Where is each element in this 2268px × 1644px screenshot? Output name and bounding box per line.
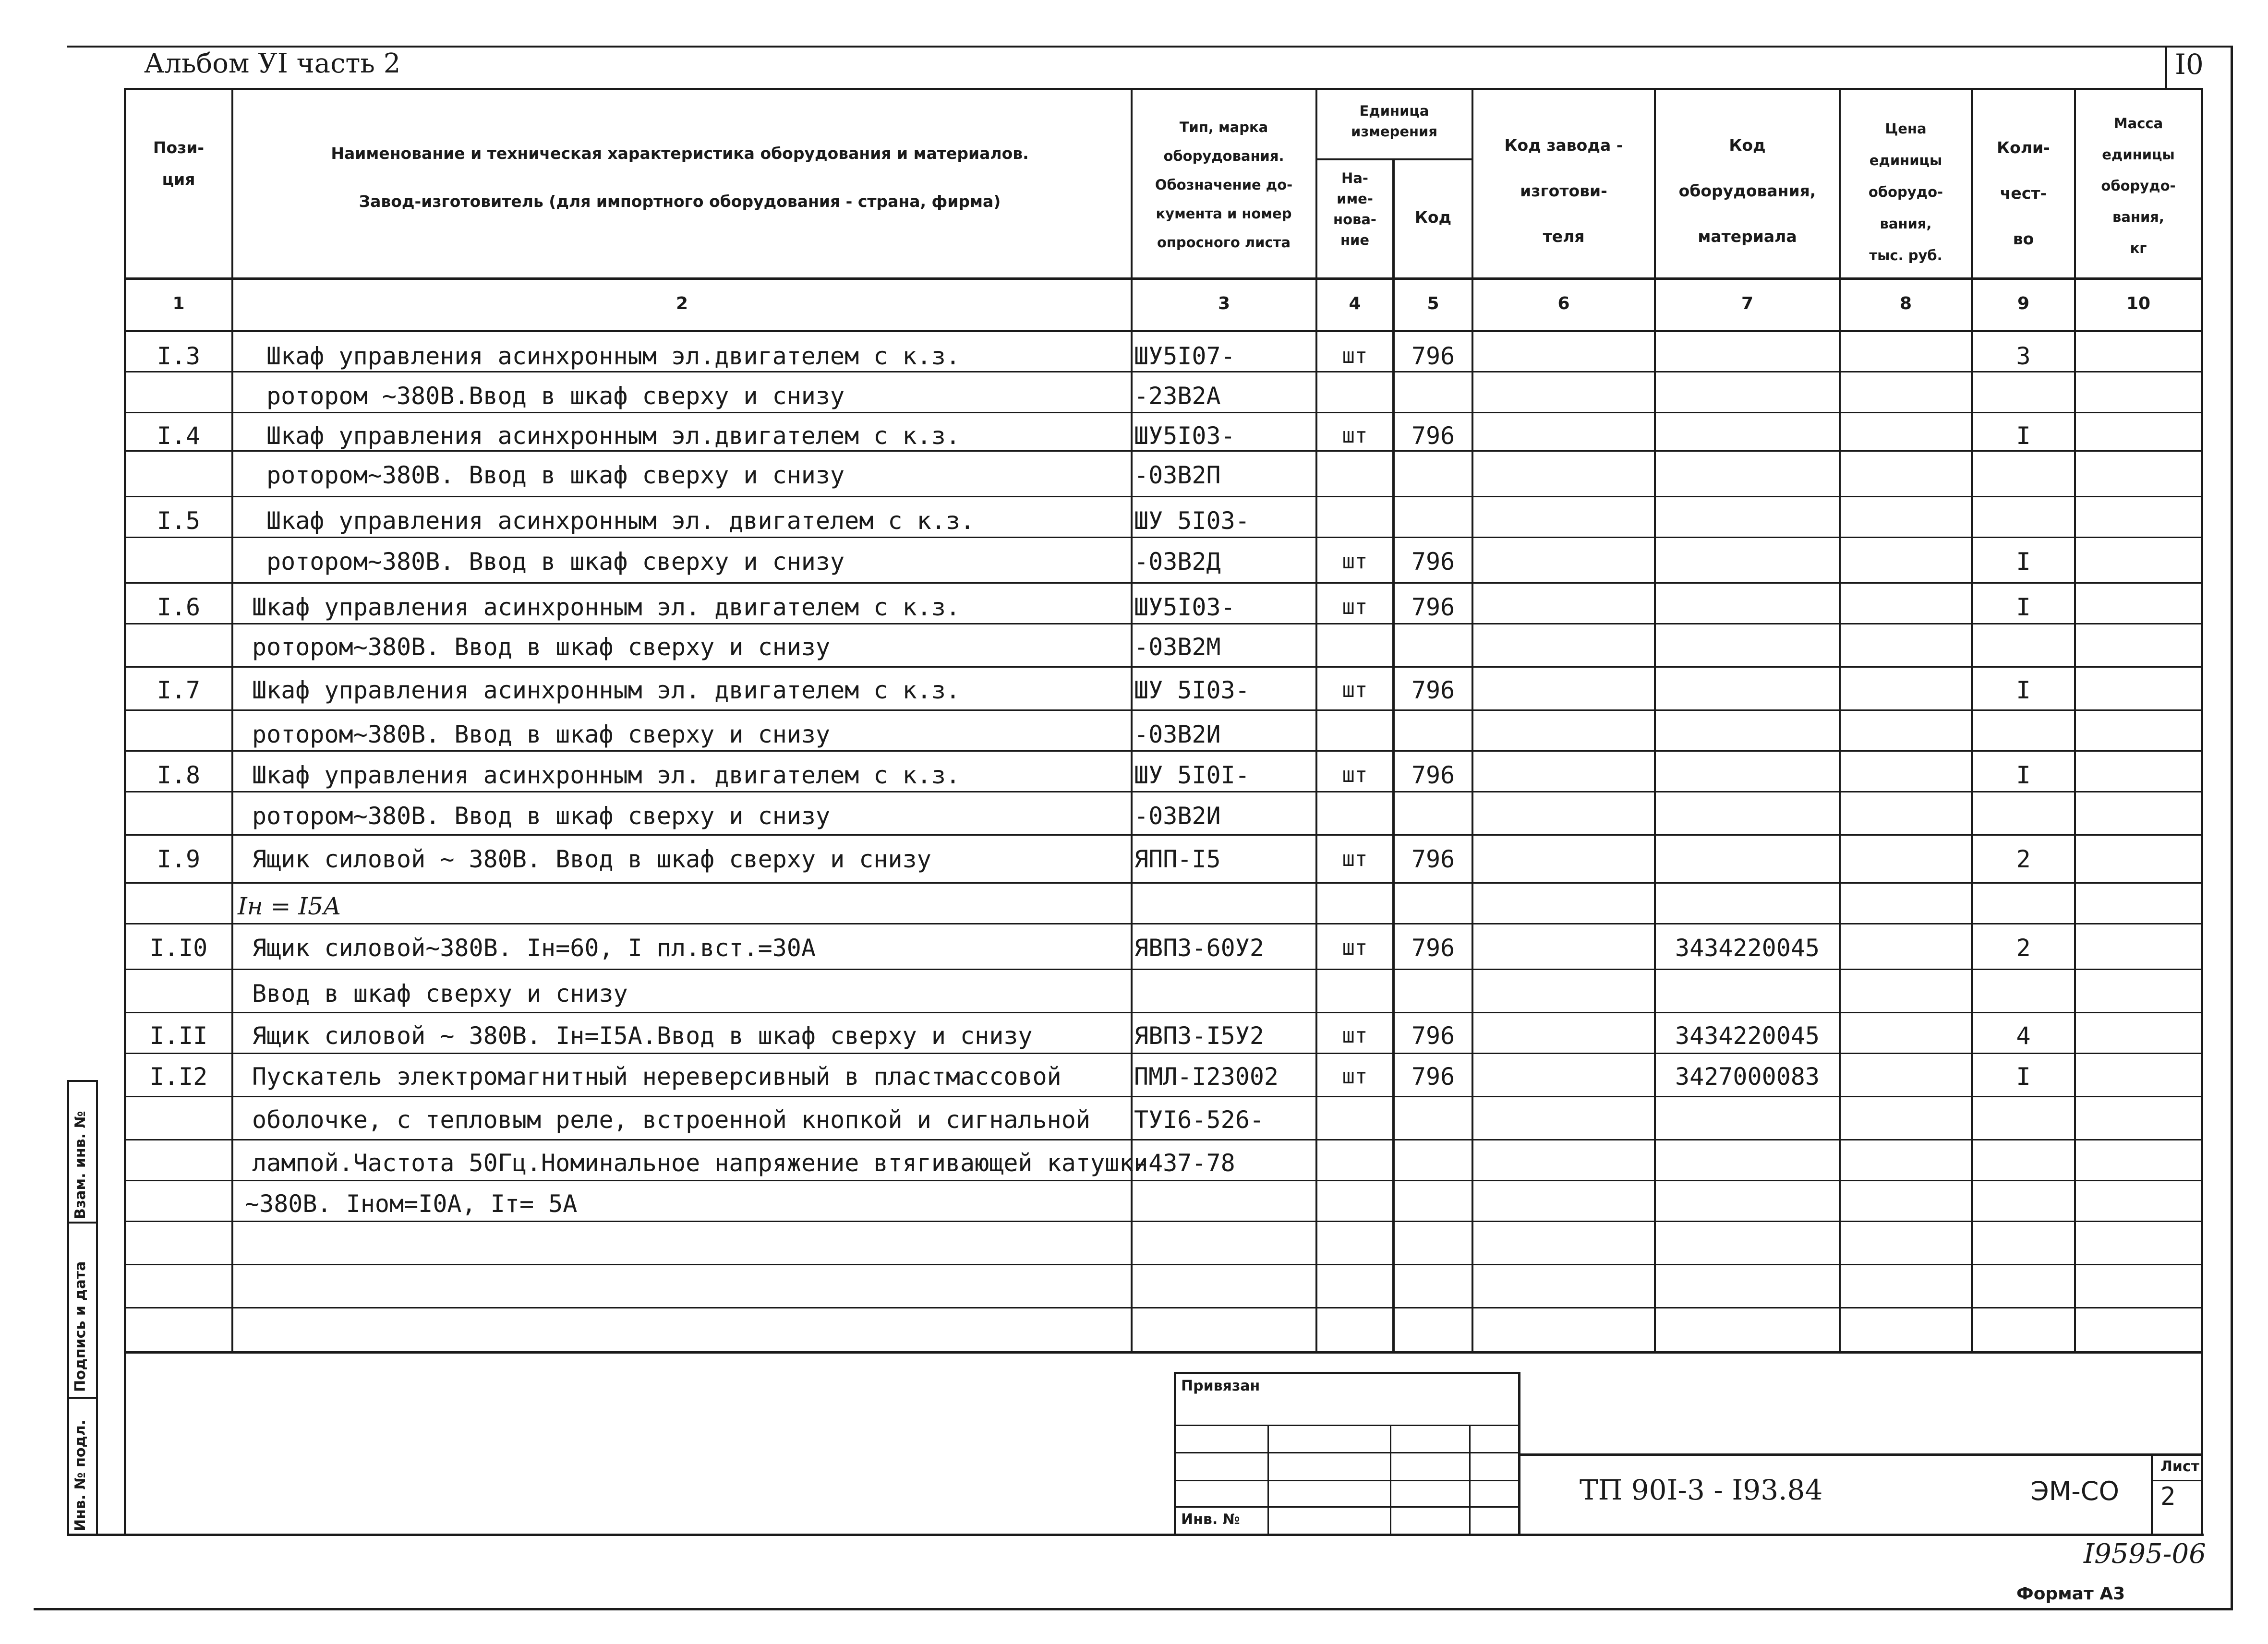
row-type: ПМЛ-I23002 <box>1134 1063 1279 1091</box>
row-line <box>124 623 2203 624</box>
row-unit: шт <box>1342 423 1368 448</box>
row-unit-code: 796 <box>1411 1022 1455 1050</box>
header-unit-code: Код <box>1414 208 1452 227</box>
col-number: 9 <box>2017 294 2030 313</box>
stamp-privyazan: Привязан <box>1181 1378 1260 1394</box>
row-name: Ящик силовой ~ 380В. Iн=I5А.Ввод в шкаф сверху и снизу <box>252 1022 1033 1050</box>
row-type: ЯПП-I5 <box>1134 845 1221 873</box>
stamp-line <box>1174 1452 1520 1453</box>
row-unit-code: 796 <box>1411 934 1455 962</box>
side-label-inv-podl: Инв. № подл. <box>72 1419 89 1531</box>
row-position: I.7 <box>157 676 201 704</box>
units-sub-line <box>1315 158 1472 160</box>
row-quantity: I <box>2016 761 2031 789</box>
col-sep-1 <box>231 88 233 1353</box>
col-sep-3 <box>1315 88 1317 1353</box>
row-line <box>124 582 2203 584</box>
row-name: Шкаф управления асинхронным эл. двигателем с к.з. <box>266 507 975 535</box>
col-sep-6 <box>1654 88 1656 1353</box>
row-position: I.6 <box>157 593 201 621</box>
row-equipment-code: 3434220045 <box>1675 1022 1820 1050</box>
row-line <box>124 791 2203 792</box>
row-type: ШУ5I03- <box>1134 593 1235 621</box>
row-unit: шт <box>1342 1023 1368 1048</box>
frame-right-line <box>2231 46 2233 1610</box>
row-position: I.I0 <box>149 934 208 962</box>
row-unit-code: 796 <box>1411 342 1455 370</box>
side-block-line <box>67 1397 98 1399</box>
frame-top-line <box>67 46 2232 48</box>
col-sep-5 <box>1472 88 1473 1353</box>
row-line <box>124 450 2203 452</box>
row-unit-code: 796 <box>1411 1063 1455 1091</box>
row-line <box>124 1012 2203 1013</box>
stamp-line <box>1174 1372 1520 1374</box>
col-number: 5 <box>1427 294 1439 313</box>
row-line <box>124 882 2203 884</box>
row-line <box>124 1139 2203 1140</box>
row-line <box>124 709 2203 711</box>
row-name: ротором ~380В.Ввод в шкаф сверху и снизу <box>266 382 845 410</box>
side-block-line <box>67 1222 98 1224</box>
colnum-bottom-line <box>124 330 2203 332</box>
sheet-number: 2 <box>2160 1482 2176 1511</box>
row-name: ротором~380В. Ввод в шкаф сверху и снизу <box>252 633 831 661</box>
row-name: ротором~380В. Ввод в шкаф сверху и снизу <box>252 720 831 748</box>
row-unit-code: 796 <box>1411 593 1455 621</box>
row-line <box>124 666 2203 668</box>
row-position: I.II <box>149 1022 208 1050</box>
col-sep-7 <box>1839 88 1841 1353</box>
stamp-line <box>1174 1425 1520 1426</box>
row-type: -03В2И <box>1134 720 1221 748</box>
row-line <box>124 1307 2203 1308</box>
side-label-podpis: Подпись и дата <box>72 1261 89 1392</box>
stamp-line <box>2151 1453 2153 1534</box>
header-unit-name: На- име- нова- ние <box>1333 170 1376 248</box>
document-mark: ЭМ-СО <box>2031 1476 2119 1506</box>
row-type: ШУ5I07- <box>1134 342 1235 370</box>
row-name: Ящик силовой~380В. Iн=60, I пл.вст.=30А <box>252 934 816 962</box>
row-quantity: 2 <box>2016 934 2031 962</box>
row-quantity: 2 <box>2016 845 2031 873</box>
row-line <box>124 923 2203 924</box>
document-code: ТП 90I-3 - I93.84 <box>1580 1474 1823 1506</box>
header-units: Единица измерения <box>1351 103 1437 140</box>
stamp-line <box>1174 1506 1520 1508</box>
row-type: -03В2П <box>1134 461 1221 489</box>
row-type: ШУ5I03- <box>1134 422 1235 450</box>
album-title: Альбом УI часть 2 <box>144 48 401 79</box>
row-unit-code: 796 <box>1411 676 1455 704</box>
stamp-line <box>1518 1453 2202 1456</box>
row-type: -03В2И <box>1134 802 1221 830</box>
row-type: ШУ 5I03- <box>1134 676 1250 704</box>
row-unit-code: 796 <box>1411 761 1455 789</box>
row-type: ШУ 5I0I- <box>1134 761 1250 789</box>
row-type: ЯВП3-I5У2 <box>1134 1022 1264 1050</box>
side-block-line <box>67 1080 69 1536</box>
col-number: 10 <box>2126 294 2151 313</box>
header-equipment-code: Код оборудования, материала <box>1678 136 1816 246</box>
row-type: -03В2М <box>1134 633 1221 661</box>
row-unit: шт <box>1342 344 1368 368</box>
side-block-line <box>67 1080 98 1082</box>
row-name: Шкаф управления асинхронным эл. двигателем с к.з. <box>252 761 961 789</box>
col-number: 3 <box>1218 294 1231 313</box>
stamp-inv-no: Инв. № <box>1181 1511 1240 1528</box>
row-line <box>124 1264 2203 1265</box>
col-number: 7 <box>1741 294 1754 313</box>
header-mass: Масса единицы оборудо- вания, кг <box>2101 115 2176 256</box>
row-name: Шкаф управления асинхронным эл.двигателем с к.з. <box>266 342 960 370</box>
row-line <box>124 750 2203 752</box>
stamp-line <box>1469 1425 1471 1534</box>
col-number: 2 <box>676 294 688 313</box>
stamp-line <box>1267 1425 1269 1534</box>
stamp-line <box>1174 1480 1520 1481</box>
row-position: I.4 <box>157 422 201 450</box>
col-number: 8 <box>1899 294 1912 313</box>
row-name: Шкаф управления асинхронным эл. двигателем с к.з. <box>252 593 961 621</box>
side-label-vzam: Взам. инв. № <box>72 1111 89 1219</box>
row-quantity: I <box>2016 593 2031 621</box>
format-label: Формат А3 <box>2016 1584 2125 1604</box>
row-equipment-code: 3434220045 <box>1675 934 1820 962</box>
sheet-corner-number: I0 <box>2175 48 2204 81</box>
header-type: Тип, марка оборудования. Обозначение до- кумента и номер опросного листа <box>1155 119 1293 251</box>
stamp-line <box>1174 1372 1176 1535</box>
row-position: I.5 <box>157 507 201 535</box>
row-unit: шт <box>1342 847 1368 871</box>
header-position: Пози- ция <box>153 138 205 189</box>
col-sep-4 <box>1392 158 1395 1353</box>
row-type: ШУ 5I03- <box>1134 507 1250 535</box>
row-unit: шт <box>1342 678 1368 702</box>
header-price: Цена единицы оборудо- вания, тыс. руб. <box>1868 120 1943 264</box>
col-sep-9 <box>2074 88 2076 1353</box>
row-position: I.I2 <box>149 1063 208 1091</box>
header-name: Наименование и техническая характеристика оборудования и материалов. Завод-изготовитель (для импортного оборудования - страна, фирма) <box>331 144 1029 211</box>
row-position: I.3 <box>157 342 201 370</box>
table-bottom-line <box>124 1351 2203 1354</box>
row-line <box>124 1221 2203 1222</box>
row-quantity: I <box>2016 676 2031 704</box>
row-line <box>124 1053 2203 1054</box>
row-name: Ящик силовой ~ 380В. Ввод в шкаф сверху и снизу <box>252 845 931 873</box>
row-type: ЯВП3-60У2 <box>1134 934 1264 962</box>
row-name: Шкаф управления асинхронным эл.двигателем с к.з. <box>266 422 960 450</box>
row-name: Пускатель электромагнитный нереверсивный в пластмассовой <box>252 1063 1062 1091</box>
row-line <box>124 1180 2203 1181</box>
row-quantity: 3 <box>2016 342 2031 370</box>
row-quantity: I <box>2016 548 2031 576</box>
row-line <box>124 412 2203 413</box>
row-line <box>124 834 2203 836</box>
table-right-line <box>2201 88 2203 1535</box>
row-unit: шт <box>1342 595 1368 619</box>
row-line <box>124 496 2203 497</box>
row-type: -437-78 <box>1134 1149 1235 1177</box>
row-position: I.8 <box>157 761 201 789</box>
row-quantity: 4 <box>2016 1022 2031 1050</box>
row-type: -03В2Д <box>1134 548 1221 576</box>
corner-box-line <box>2165 46 2167 89</box>
row-name: ротором~380В. Ввод в шкаф сверху и снизу <box>266 461 845 489</box>
col-sep-8 <box>1971 88 1973 1353</box>
row-type: -23В2А <box>1134 382 1221 410</box>
row-type: ТУI6-526- <box>1134 1106 1264 1134</box>
row-name: лампой.Частота 50Гц.Номинальное напряжение втягивающей катушки <box>252 1149 1148 1177</box>
stamp-line <box>2151 1480 2202 1481</box>
side-block-line <box>96 1080 98 1536</box>
row-unit: шт <box>1342 763 1368 787</box>
row-name: Ввод в шкаф сверху и снизу <box>252 980 628 1008</box>
row-line <box>124 969 2203 970</box>
sheet-label: Лист <box>2160 1458 2200 1475</box>
row-name: Iн = I5А <box>238 892 341 920</box>
row-line <box>124 1096 2203 1097</box>
row-name: ~380В. Iном=I0А, Iт= 5А <box>245 1190 578 1218</box>
row-quantity: I <box>2016 1063 2031 1091</box>
table-top-line <box>124 88 2203 90</box>
stamp-line <box>1390 1425 1391 1534</box>
stamp-bottom-line <box>67 1534 2204 1536</box>
row-unit-code: 796 <box>1411 845 1455 873</box>
archive-number: I9595-06 <box>2084 1538 2206 1570</box>
row-unit: шт <box>1342 549 1368 574</box>
row-quantity: I <box>2016 422 2031 450</box>
row-unit-code: 796 <box>1411 548 1455 576</box>
header-quantity: Коли- чест- во <box>1997 138 2050 248</box>
frame-bottom-line <box>34 1608 2232 1610</box>
row-name: Шкаф управления асинхронным эл. двигателем с к.з. <box>252 676 961 704</box>
row-line <box>124 371 2203 372</box>
header-manufacturer-code: Код завода - изготови- теля <box>1504 136 1623 246</box>
row-name: ротором~380В. Ввод в шкаф сверху и снизу <box>266 548 845 576</box>
row-name: ротором~380В. Ввод в шкаф сверху и снизу <box>252 802 831 830</box>
row-position: I.9 <box>157 845 201 873</box>
row-equipment-code: 3427000083 <box>1675 1063 1820 1091</box>
row-name: оболочке, с тепловым реле, встроенной кнопкой и сигнальной <box>252 1106 1090 1134</box>
header-bottom-line <box>124 277 2203 280</box>
row-unit: шт <box>1342 1064 1368 1089</box>
col-number: 4 <box>1349 294 1361 313</box>
row-unit: шт <box>1342 936 1368 960</box>
row-unit-code: 796 <box>1411 422 1455 450</box>
row-line <box>124 537 2203 538</box>
col-number: 6 <box>1557 294 1570 313</box>
col-number: 1 <box>172 294 185 313</box>
